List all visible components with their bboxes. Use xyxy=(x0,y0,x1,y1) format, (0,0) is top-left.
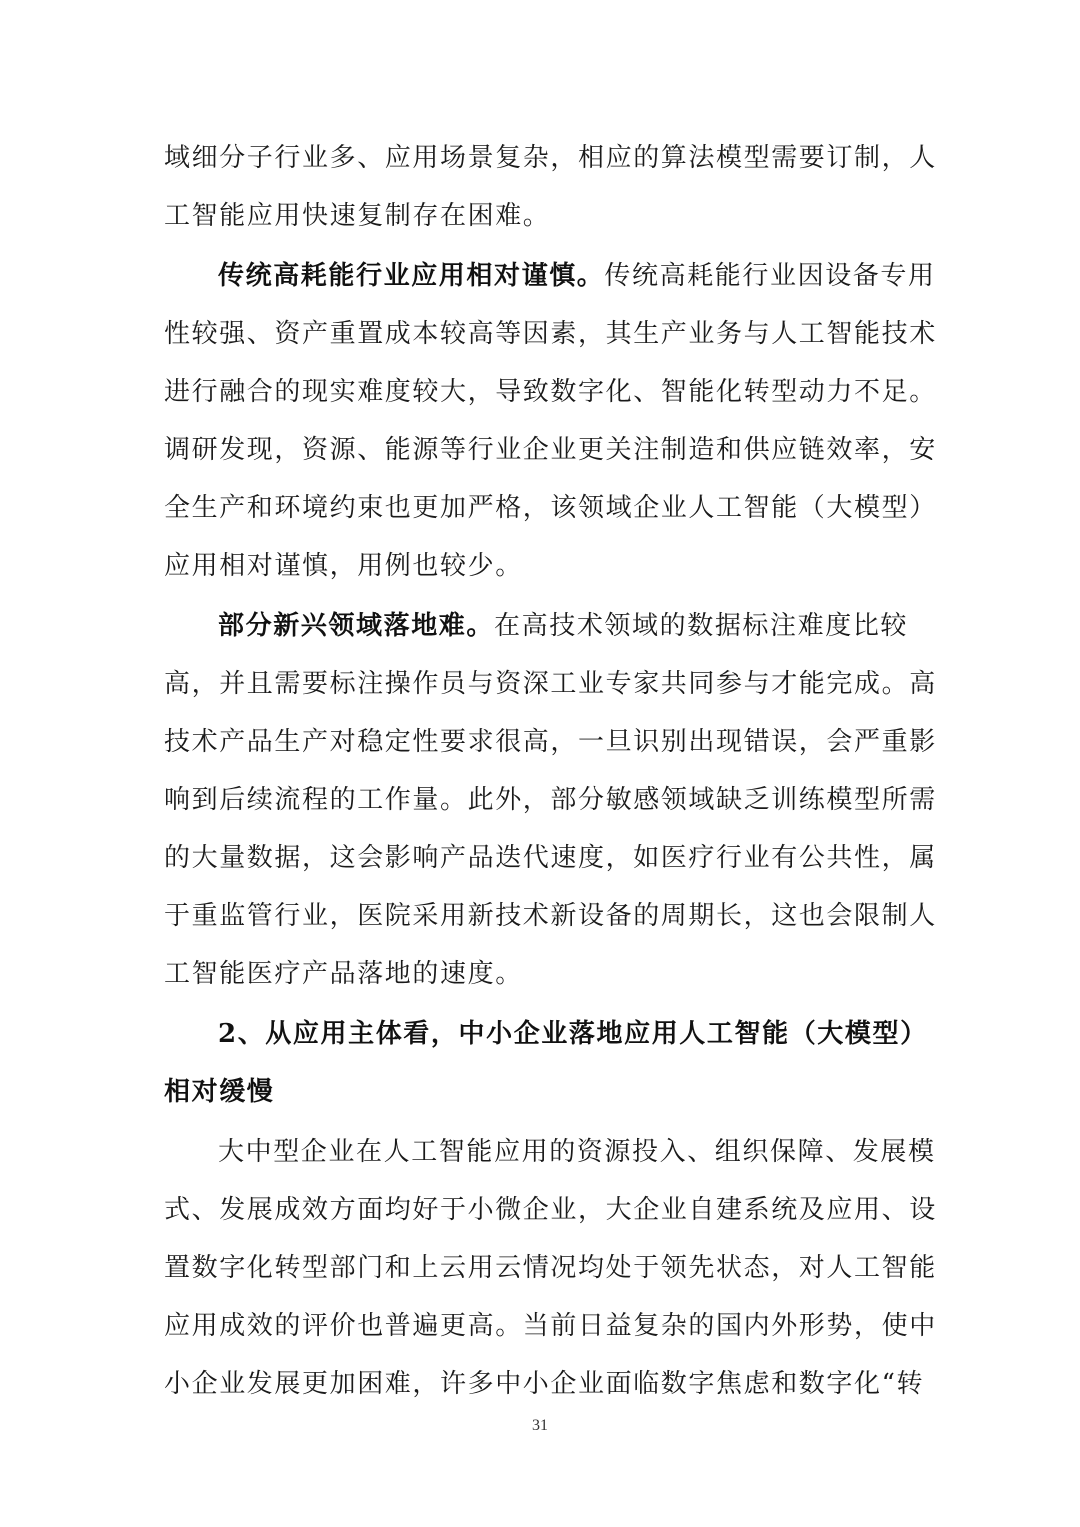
paragraph-first-line xyxy=(164,606,916,646)
paragraph-line: 工智能医疗产品落地的速度。 xyxy=(164,959,523,989)
paragraph-line: 工智能应用快速复制存在困难。 xyxy=(164,201,551,231)
section-heading: 2、从应用主体看，中小企业落地应用人工智能（大模型） xyxy=(218,1019,928,1049)
paragraph-line: 全生产和环境约束也更加严格，该领域企业人工智能（大模型） xyxy=(164,493,937,523)
bold-lead-phrase: 传统高耗能行业应用相对谨慎。 xyxy=(218,261,605,291)
paragraph-text: 传统高耗能行业因设备专用 xyxy=(604,261,936,291)
paragraph-line: 应用成效的评价也普遍更高。当前日益复杂的国内外形势，使中 xyxy=(164,1311,937,1341)
paragraph-line: 小企业发展更加困难，许多中小企业面临数字焦虑和数字化“转 xyxy=(164,1369,925,1399)
paragraph-line: 域细分子行业多、应用场景复杂，相应的算法模型需要订制，人 xyxy=(164,143,937,173)
section-heading-continued: 相对缓慢 xyxy=(164,1077,275,1107)
paragraph-line: 置数字化转型部门和上云用云情况均处于领先状态，对人工智能 xyxy=(164,1253,937,1283)
page-number: 31 xyxy=(532,1417,548,1434)
paragraph-text: 在高技术领域的数据标注难度比较 xyxy=(494,611,909,641)
paragraph-line: 式、发展成效方面均好于小微企业，大企业自建系统及应用、设 xyxy=(164,1195,937,1225)
paragraph-first-line xyxy=(164,256,936,296)
paragraph-line: 应用相对谨慎，用例也较少。 xyxy=(164,551,523,581)
paragraph-line: 性较强、资产重置成本较高等因素，其生产业务与人工智能技术 xyxy=(164,319,937,349)
paragraph-line: 的大量数据，这会影响产品迭代速度，如医疗行业有公共性，属 xyxy=(164,843,937,873)
paragraph-line: 进行融合的现实难度较大，导致数字化、智能化转型动力不足。 xyxy=(164,377,937,407)
paragraph-line: 高，并且需要标注操作员与资深工业专家共同参与才能完成。高 xyxy=(164,669,937,699)
paragraph-line: 调研发现，资源、能源等行业企业更关注制造和供应链效率，安 xyxy=(164,435,937,465)
paragraph-first-line: 大中型企业在人工智能应用的资源投入、组织保障、发展模 xyxy=(218,1137,936,1167)
bold-lead-phrase: 部分新兴领域落地难。 xyxy=(218,611,495,641)
paragraph-line: 于重监管行业，医院采用新技术新设备的周期长，这也会限制人 xyxy=(164,901,937,931)
paragraph-line: 响到后续流程的工作量。此外，部分敏感领域缺乏训练模型所需 xyxy=(164,785,937,815)
paragraph-line: 技术产品生产对稳定性要求很高，一旦识别出现错误，会严重影 xyxy=(164,727,937,757)
